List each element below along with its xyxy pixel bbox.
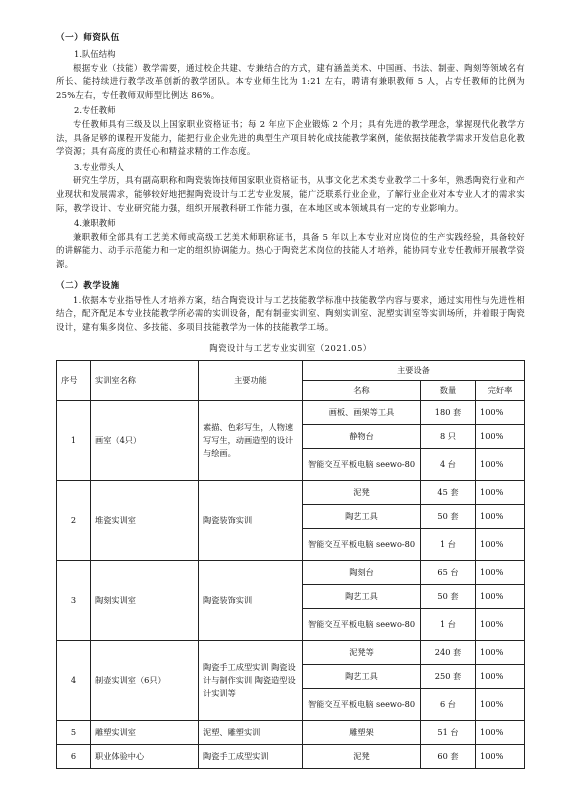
cell-room: 画室（4只） (91, 401, 199, 481)
cell-equipment-name: 智能交互平板电脑 seewo-80 (303, 689, 421, 721)
paragraph: 专任教师具有三级及以上国家职业资格证书；每 2 年应下企业锻炼 2 个月；具有先进的教学理念，掌握现代化教学方法，具备足够的课程开发能力，能把行业企业先进的典型生产项目转化成技能教学案例，能依据技能教学需求开发信息化教学资源；具有高度的责任心和精益求精的工作态度。 (56, 118, 525, 157)
header-equipment: 主要设备 (303, 361, 525, 381)
cell-function: 陶瓷手工成型实训 陶瓷设计与制作实训 陶瓷造型设计实训等 (199, 641, 303, 721)
cell-rate: 100% (476, 425, 525, 449)
paragraph: 兼职教师全部具有工艺美术师或高级工艺美术师职称证书，具备 5 年以上本专业对应岗位的生产实践经验，具备较好的讲解能力、动手示范能力和一定的组织协调能力。热心于陶瓷艺术岗位的技能人才培养，能协同专业专任教师开展教学资源。 (56, 231, 525, 270)
cell-equipment-name: 陶刻台 (303, 561, 421, 585)
cell-equipment-name: 智能交互平板电脑 seewo-80 (303, 609, 421, 641)
header-rate: 完好率 (476, 381, 525, 401)
cell-rate: 100% (476, 449, 525, 481)
table-row (57, 745, 525, 769)
table-row (57, 721, 525, 745)
table-header-row (57, 361, 525, 381)
subsection-title: 2.专任教师 (74, 105, 116, 116)
cell-no: 3 (57, 561, 91, 641)
header-name: 名称 (303, 381, 421, 401)
header-room: 实训室名称 (91, 361, 199, 401)
table-row (57, 481, 525, 505)
section-title: （一）师资队伍 (56, 33, 120, 43)
paragraph: 研究生学历，具有副高职称和陶瓷装饰技师国家职业资格证书，从事文化艺术类专业教学二十多年，熟悉陶瓷行业和产业现状和发展需求，能够较好地把握陶瓷设计与工艺专业发展，能广泛联系行业企业，了解行业企业对本专业人才的需求实际，教学设计、专业研究能力强，组织开展教科研工作能力强，在本地区或本领域具有一定的专业影响力。 (56, 175, 525, 213)
cell-qty: 50 套 (421, 585, 476, 609)
cell-equipment-name: 雕塑架 (303, 721, 421, 745)
paragraph: 1.依据本专业指导性人才培养方案，结合陶瓷设计与工艺技能教学标准中技能教学内容与要求，通过实用性与先进性相结合，配齐配足本专业技能教学所必需的实训设备，配有制壶实训室、陶刻实训室、泥塑实训室等实训场所，并着眼于陶瓷设计，建有集多岗位、多技能、多项目技能教学为一体的技能教学工场。 (56, 294, 525, 332)
header-qty: 数量 (421, 381, 476, 401)
table-row (57, 641, 525, 665)
cell-equipment-name: 陶艺工具 (303, 665, 421, 689)
cell-rate: 100% (476, 721, 525, 745)
subsection-title: 4.兼职教师 (74, 218, 116, 229)
cell-qty: 240 套 (421, 641, 476, 665)
cell-qty: 51 台 (421, 721, 476, 745)
cell-equipment-name: 智能交互平板电脑 seewo-80 (303, 529, 421, 561)
cell-equipment-name: 泥凳 (303, 745, 421, 769)
cell-room: 雕塑实训室 (91, 721, 199, 745)
cell-equipment-name: 静物台 (303, 425, 421, 449)
cell-equipment-name: 智能交互平板电脑 seewo-80 (303, 449, 421, 481)
cell-no: 1 (57, 401, 91, 481)
cell-no: 4 (57, 641, 91, 721)
cell-rate: 100% (476, 401, 525, 425)
cell-rate: 100% (476, 585, 525, 609)
cell-qty: 60 套 (421, 745, 476, 769)
cell-function: 泥塑、雕塑实训 (199, 721, 303, 745)
cell-no: 2 (57, 481, 91, 561)
cell-qty: 1 台 (421, 529, 476, 561)
table-row (57, 401, 525, 425)
cell-qty: 180 套 (421, 401, 476, 425)
cell-qty: 250 套 (421, 665, 476, 689)
cell-equipment-name: 画板、画架等工具 (303, 401, 421, 425)
subsection-title: 1.队伍结构 (74, 48, 116, 59)
cell-qty: 1 台 (421, 609, 476, 641)
cell-equipment-name: 陶艺工具 (303, 585, 421, 609)
cell-room: 职业体验中心 (91, 745, 199, 769)
cell-rate: 100% (476, 609, 525, 641)
cell-rate: 100% (476, 689, 525, 721)
cell-function: 陶瓷装饰实训 (199, 481, 303, 561)
cell-rate: 100% (476, 505, 525, 529)
cell-rate: 100% (476, 529, 525, 561)
cell-function: 陶瓷装饰实训 (199, 561, 303, 641)
cell-rate: 100% (476, 665, 525, 689)
cell-qty: 65 台 (421, 561, 476, 585)
cell-qty: 8 只 (421, 425, 476, 449)
section-title: （二）教学设施 (56, 280, 120, 291)
cell-qty: 45 套 (421, 481, 476, 505)
table-caption: 陶瓷设计与工艺专业实训室（2021.05） (209, 343, 372, 354)
cell-equipment-name: 泥凳等 (303, 641, 421, 665)
cell-rate: 100% (476, 481, 525, 505)
cell-no: 5 (57, 721, 91, 745)
subsection-title: 3.专业带头人 (74, 161, 124, 172)
training-rooms-table (56, 360, 525, 769)
cell-no: 6 (57, 745, 91, 769)
cell-qty: 6 台 (421, 689, 476, 721)
cell-room: 陶刻实训室 (91, 561, 199, 641)
cell-room: 制壶实训室（6只） (91, 641, 199, 721)
cell-rate: 100% (476, 641, 525, 665)
header-function: 主要功能 (199, 361, 303, 401)
cell-function: 素描、色彩写生，人物速写写生，动画造型的设计与绘画。 (199, 401, 303, 481)
cell-qty: 4 台 (421, 449, 476, 481)
cell-function: 陶瓷手工成型实训 (199, 745, 303, 769)
table-row (57, 561, 525, 585)
cell-equipment-name: 泥凳 (303, 481, 421, 505)
header-no: 序号 (57, 361, 91, 401)
cell-room: 堆瓷实训室 (91, 481, 199, 561)
cell-rate: 100% (476, 745, 525, 769)
cell-equipment-name: 陶艺工具 (303, 505, 421, 529)
paragraph: 根据专业（技能）教学需要，通过校企共建、专兼结合的方式，建有涵盖美术、中国画、书法、制壶、陶刻等领域名有所长、能持续进行教学改革创新的教学团队。本专业师生比为 1:21 左右，聘请有兼职教师 5 人，占专任教师的比例为 25%左右，专任教师双师型比例达 86%。 (56, 62, 525, 100)
cell-rate: 100% (476, 561, 525, 585)
cell-qty: 50 套 (421, 505, 476, 529)
